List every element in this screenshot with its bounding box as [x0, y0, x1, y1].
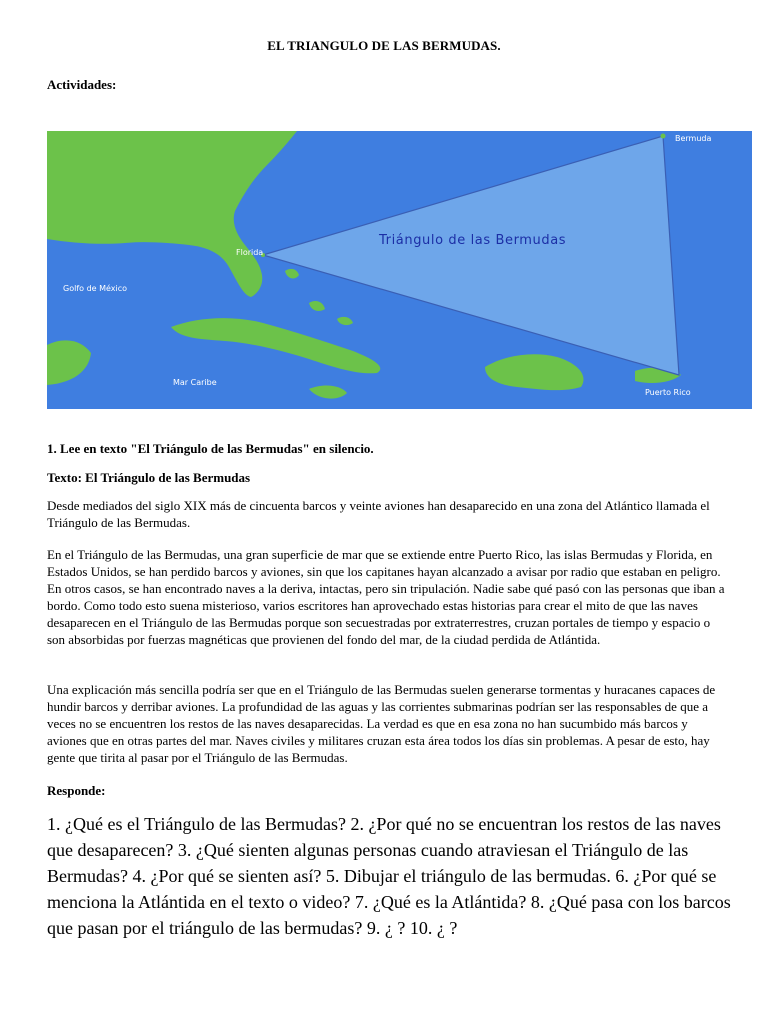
map-label-bermuda: Bermuda [675, 134, 712, 143]
questions-list: 1. ¿Qué es el Triángulo de las Bermudas? 2. ¿Por qué no se encuentran los restos de las naves que desaparecen? 3. ¿Qué sienten algunas personas cuando atraviesan el Triángulo de las Bermudas? 4. ¿Por qué se sienten así? 5. Dibujar el triángulo de las bermudas. 6. ¿Por qué se menciona la Atlántida en el texto o video? 7. ¿Qué es la Atlántida? 8. ¿Qué pasa con los barcos que pasan por el triángulo de las bermudas? 9. ¿ ? 10. ¿ ? [47, 814, 731, 938]
map-label-puerto-rico: Puerto Rico [645, 388, 691, 397]
activities-label: Actividades: [47, 77, 117, 92]
map-illustration [47, 131, 752, 409]
map-label-triangle: Triángulo de las Bermudas [379, 233, 567, 248]
document-title: EL TRIANGULO DE LAS BERMUDAS. [267, 38, 501, 53]
text-heading: Texto: El Triángulo de las Bermudas [47, 470, 251, 485]
map-label-gulf: Golfo de México [63, 284, 128, 293]
paragraph-2: En el Triángulo de las Bermudas, una gran superficie de mar que se extiende entre Puerto Rico, las islas Bermudas y Florida, en Estados Unidos, se han perdido barcos y aviones, sin que los capitanes hayan alcanzado a avisar por radio que estaban en peligro. En otros casos, se han encontrado naves a la deriva, intactas, pero sin tripulación. Nadie sabe qué pasó con las personas que iban a bordo. Como todo esto suena misterioso, varios escritores han aprovechado estas historias para crear el mito de que las naves desaparecen en el Triángulo de las Bermudas porque son secuestradas por extraterrestres, cruzan portales de tiempo y espacio o son absorbidas por fuerzas magnéticas que provienen del fondo del mar, de la ciudad perdida de Atlántida. [47, 547, 725, 647]
bermuda-dot [661, 134, 666, 139]
responde-label: Responde: [47, 783, 106, 798]
instruction-1: 1. Lee en texto "El Triángulo de las Bermudas" en silencio. [47, 441, 374, 456]
paragraph-1: Desde mediados del siglo XIX más de cincuenta barcos y veinte aviones han desaparecido en una zona del Atlántico llamada el Triángulo de las Bermudas. [47, 498, 710, 530]
bermuda-triangle-map [47, 131, 752, 409]
map-label-florida: Florida [236, 248, 264, 257]
map-label-caribbean: Mar Caribe [173, 378, 217, 387]
paragraph-3: Una explicación más sencilla podría ser que en el Triángulo de las Bermudas suelen generarse tormentas y huracanes capaces de hundir barcos y derribar aviones. La profundidad de las aguas y las corrientes submarinas podrían ser las responsables de que a veces no se encuentren los restos de las naves desaparecidas. La verdad es que en esa zona no han sucumbido más barcos y aviones que en otras partes del mar. Naves civiles y militares cruzan esta área todos los días sin problemas. A pesar de esto, hay gente que tirita al pasar por el Triángulo de las Bermudas. [47, 682, 716, 765]
